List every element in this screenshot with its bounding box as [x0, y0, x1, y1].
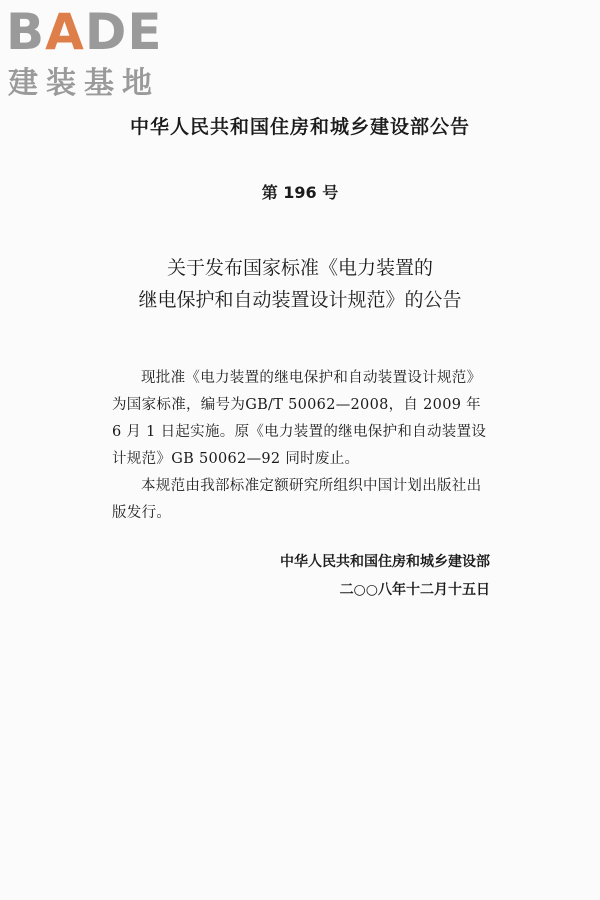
bade-watermark-logo: [6, 4, 176, 104]
issuer-title: 中华人民共和国住房和城乡建设部公告: [129, 116, 470, 138]
watermark-logo-text: BADE: [6, 3, 163, 61]
body-paragraph-1: 现批准《电力装置的继电保护和自动装置设计规范》为国家标准，编号为GB/T 50062—2008，自 2009 年 6 月 1 日起实施。原《电力装置的继电保护和自动装置设计规范》GB 50062—92 同时废止。: [112, 370, 487, 467]
announcement-subject: [0, 252, 600, 316]
watermark-subtitle: 建装基地: [8, 66, 160, 101]
body-paragraph-2: 本规范由我部标准定额研究所组织中国计划出版社出版发行。: [112, 478, 482, 521]
document-number: 第 196 号: [261, 183, 339, 202]
subject-line-2: 继电保护和自动装置设计规范》的公告: [138, 289, 462, 311]
signature-issuer: 中华人民共和国住房和城乡建设部: [280, 554, 490, 570]
signature-block: [0, 548, 490, 604]
signature-date: 二○○八年十二月十五日: [339, 582, 490, 598]
subject-line-1: 关于发布国家标准《电力装置的: [166, 257, 433, 279]
announcement-body: [112, 365, 490, 527]
